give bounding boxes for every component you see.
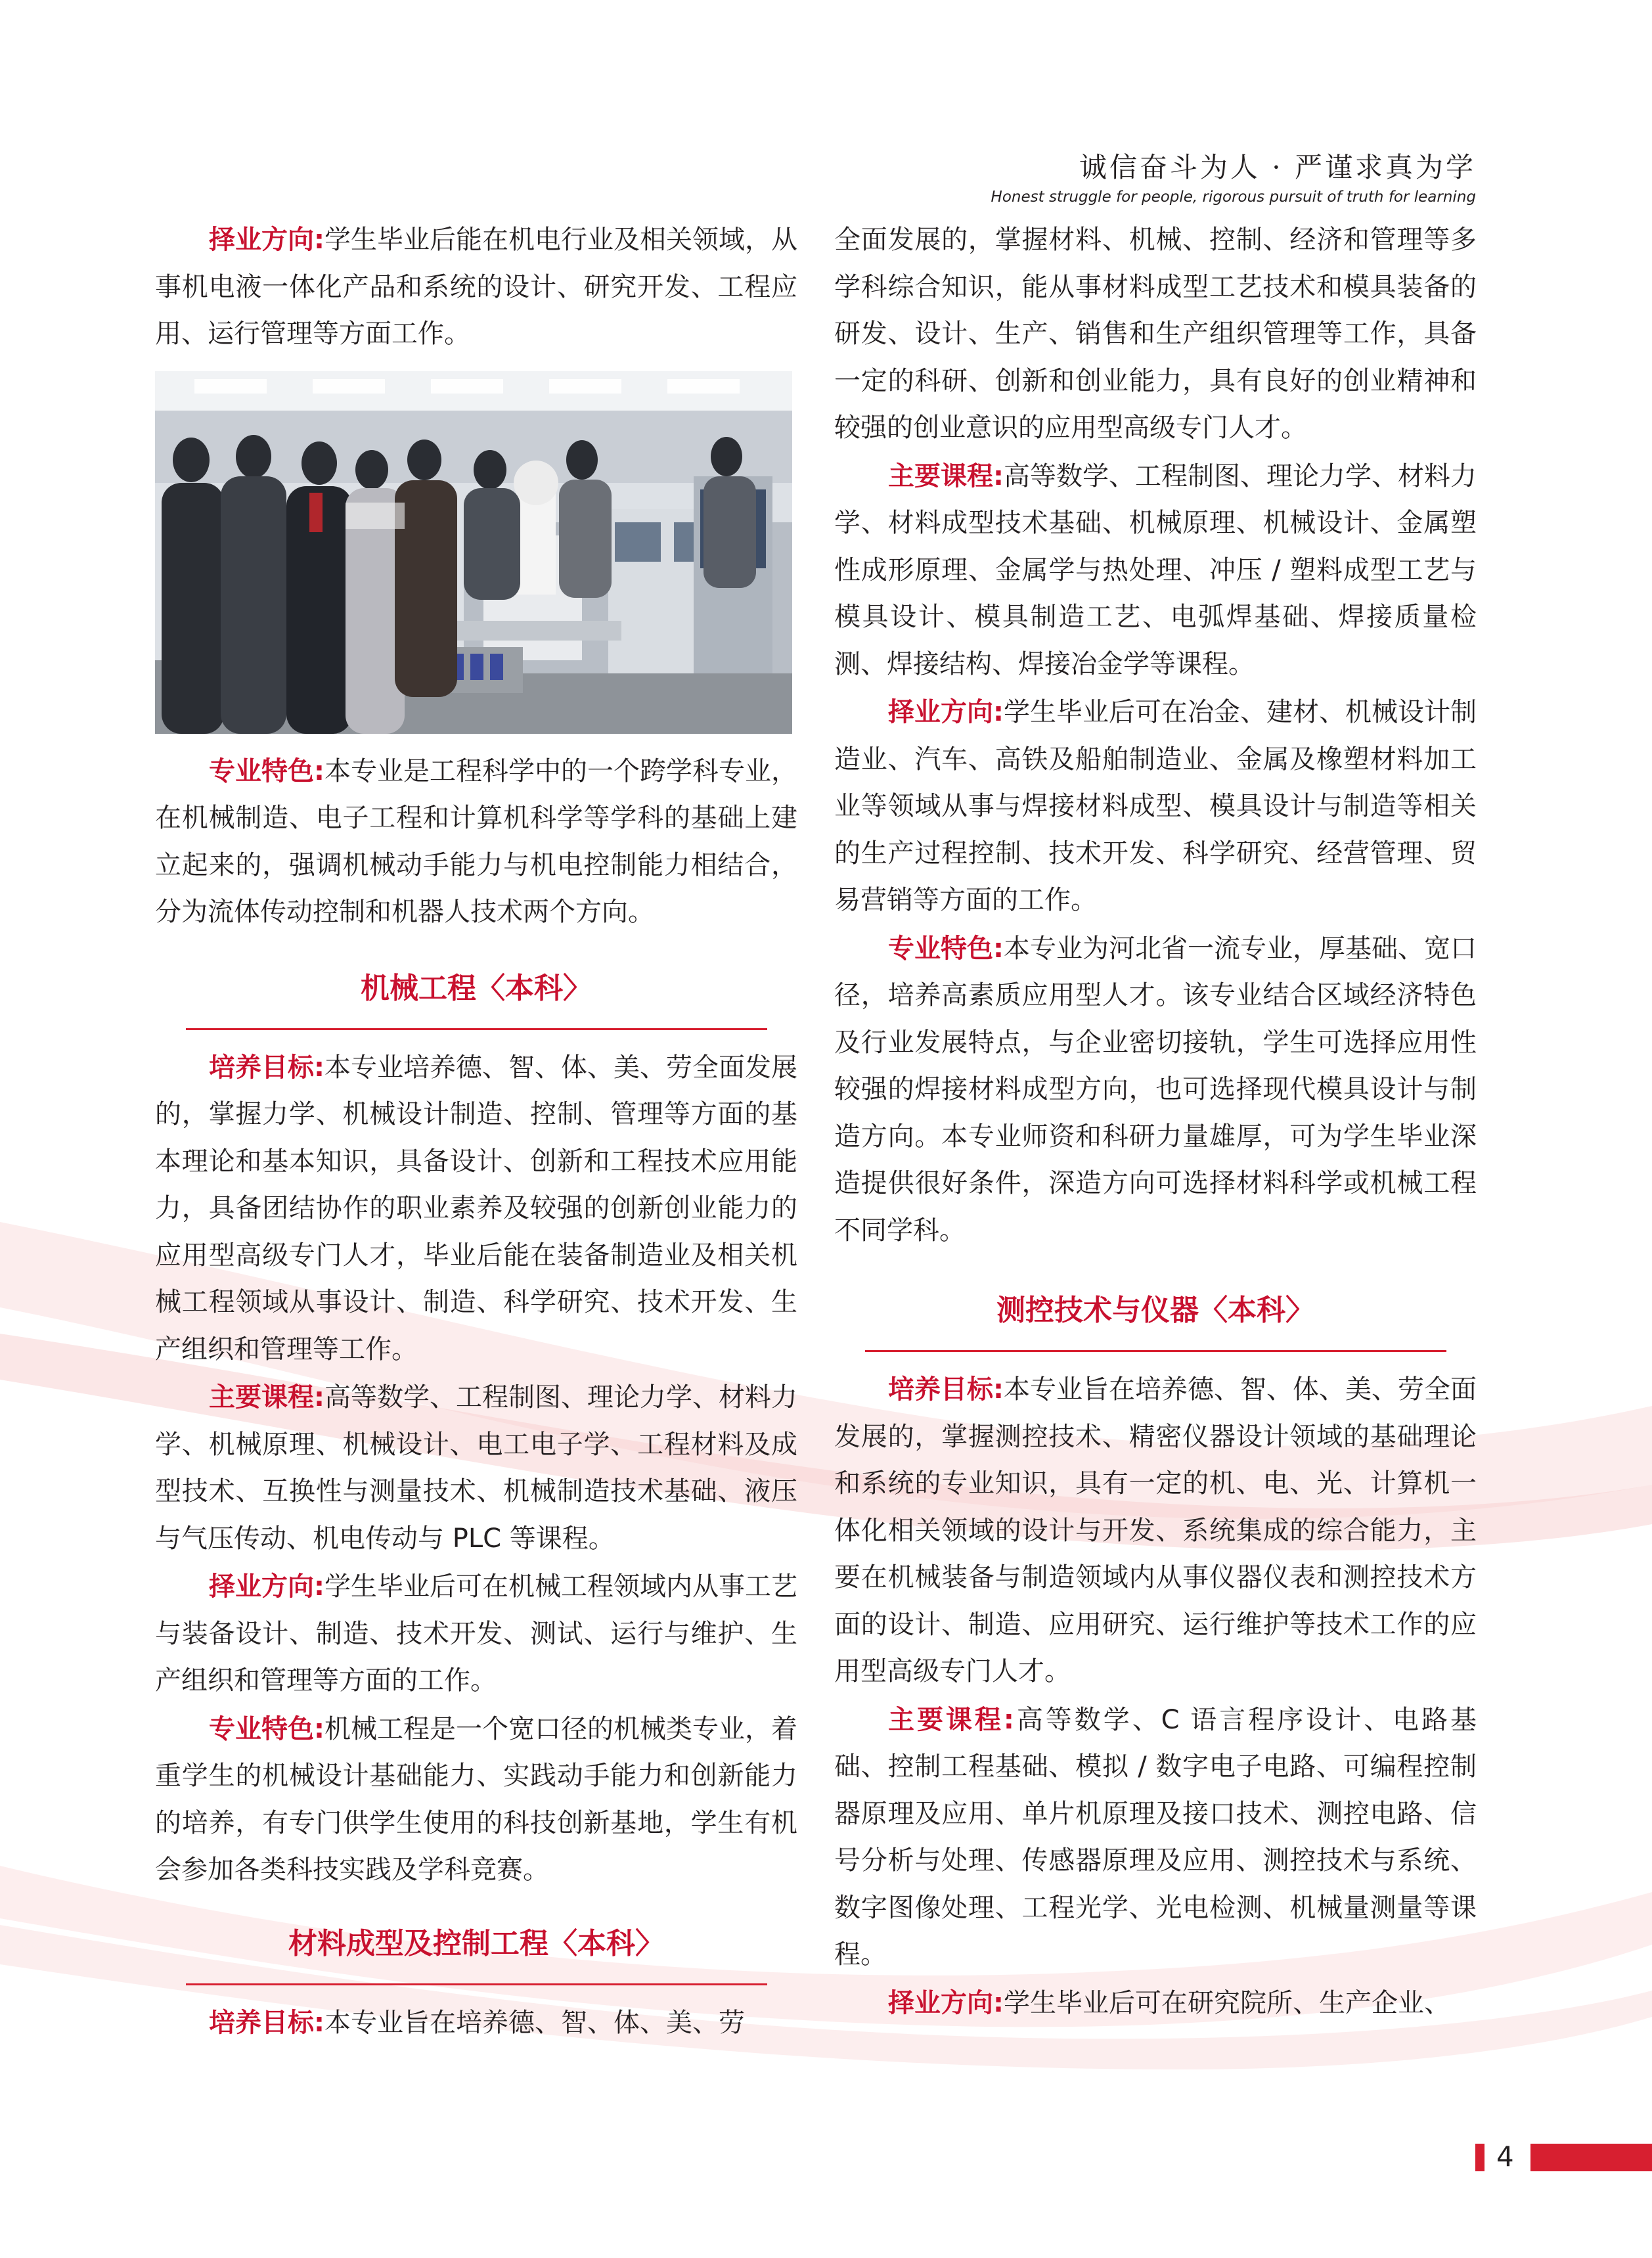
section-title-measurement-control: 测控技术与仪器〈本科〉 bbox=[996, 1294, 1314, 1327]
label-main-courses-4: 主要课程: bbox=[888, 1704, 1014, 1735]
text-career-direction: 学生毕业后能在机电行业及相关领域，从事机电液一体化产品和系统的设计、研究开发、工程应用、运行管理等方面工作。 bbox=[155, 225, 797, 349]
header-motto-english: Honest struggle for people, rigorous pursuit of truth for learning bbox=[991, 189, 1476, 206]
right-column bbox=[834, 217, 1477, 2028]
label-career-direction: 择业方向: bbox=[209, 225, 324, 255]
text-career-direction-4: 学生毕业后可在研究院所、生产企业、 bbox=[1004, 1987, 1450, 2018]
label-career-direction-4: 择业方向: bbox=[888, 1987, 1004, 2018]
label-training-goal-2: 培养目标: bbox=[209, 2007, 324, 2038]
paragraph-major-feature-3 bbox=[834, 926, 1477, 1255]
section-title-mechanical-engineering: 机械工程〈本科〉 bbox=[361, 971, 592, 1005]
paragraph-training-goal bbox=[155, 1045, 797, 1374]
page-number: 4 bbox=[1496, 2140, 1514, 2173]
paragraph-training-goal-2 bbox=[155, 2000, 797, 2047]
paragraph-career-direction-3 bbox=[834, 689, 1477, 924]
text-career-direction-3: 学生毕业后可在冶金、建材、机械设计制造业、汽车、高铁及船舶制造业、金属及橡塑材料加工业等领域从事与焊接材料成型、模具设计与制造等相关的生产过程控制、技术开发、科学研究、经营管理、贸易营销等方面的工作。 bbox=[834, 697, 1477, 915]
label-major-feature-2: 专业特色: bbox=[209, 1713, 324, 1744]
text-training-goal-2: 本专业旨在培养德、智、体、美、劳 bbox=[324, 2007, 745, 2038]
section-divider bbox=[186, 1028, 767, 1030]
label-career-direction-2: 择业方向: bbox=[209, 1571, 324, 1602]
text-training-goal: 本专业培养德、智、体、美、劳全面发展的，掌握力学、机械设计制造、控制、管理等方面的基本理论和基本知识，具备设计、创新和工程技术应用能力，具备团结协作的职业素养及较强的创新创业能力的应用型高级专门人才，毕业后能在装备制造业及相关机械工程领域从事设计、制造、科学研究、技术开发、生产组织和管理等工作。 bbox=[155, 1052, 797, 1365]
text-training-goal-3: 本专业旨在培养德、智、体、美、劳全面发展的，掌握测控技术、精密仪器设计领域的基础理论和系统的专业知识，具有一定的机、电、光、计算机一体化相关领域的设计与开发、系统集成的综合能力，主要在机械装备与制造领域内从事仪器仪表和测控技术方面的设计、制造、应用研究、运行维护等技术工作的应用型高级专门人才。 bbox=[834, 1374, 1477, 1686]
label-training-goal: 培养目标: bbox=[209, 1052, 324, 1083]
text-main-courses-3: 高等数学、工程制图、理论力学、材料力学、材料成型技术基础、机械原理、机械设计、金属塑性成形原理、金属学与热处理、冲压 / 塑料成型工艺与模具设计、模具制造工艺、电弧焊基础、焊接质量检测、焊接结构、焊接冶金学等课程。 bbox=[834, 461, 1477, 679]
lab-photo bbox=[155, 371, 792, 734]
label-training-goal-3: 培养目标: bbox=[888, 1374, 1004, 1405]
text-major-feature-2: 机械工程是一个宽口径的机械类专业，着重学生的机械设计基础能力、实践动手能力和创新能力的培养，有专门供学生使用的科技创新基地，学生有机会参加各类科技实践及学科竞赛。 bbox=[155, 1713, 797, 1885]
lab-photo-illustration bbox=[155, 371, 792, 734]
section-title-material-forming: 材料成型及控制工程〈本科〉 bbox=[288, 1926, 664, 1960]
paragraph-career-direction-4 bbox=[834, 1980, 1477, 2027]
text-major-feature: 本专业是工程科学中的一个跨学科专业，在机械制造、电子工程和计算机科学等学科的基础上建立起来的，强调机械动手能力与机电控制能力相结合，分为流体传动控制和机器人技术两个方向。 bbox=[155, 756, 797, 927]
section-divider-3 bbox=[865, 1350, 1446, 1352]
label-main-courses: 主要课程: bbox=[209, 1382, 324, 1412]
paragraph-goal-continued: 全面发展的，掌握材料、机械、控制、经济和管理等多学科综合知识，能从事材料成型工艺技术和模具装备的研发、设计、生产、销售和生产组织管理等工作，具备一定的科研、创新和创业能力，具有良好的创业精神和较强的创业意识的应用型高级专门人才。 bbox=[834, 225, 1477, 443]
label-main-courses-3: 主要课程: bbox=[888, 461, 1004, 491]
text-main-courses: 高等数学、工程制图、理论力学、材料力学、机械原理、机械设计、电工电子学、工程材料及成型技术、互换性与测量技术、机械制造技术基础、液压与气压传动、机电传动与 PLC 等课程。 bbox=[155, 1382, 797, 1554]
paragraph-main-courses bbox=[155, 1374, 797, 1562]
label-career-direction-3: 择业方向: bbox=[888, 697, 1004, 727]
paragraph-career-direction bbox=[155, 217, 797, 358]
text-main-courses-4: 高等数学、C 语言程序设计、电路基础、控制工程基础、模拟 / 数字电子电路、可编程控制器原理及应用、单片机原理及接口技术、测控电路、信号分析与处理、传感器原理及应用、测控技术与系统、数字图像处理、工程光学、光电检测、机械量测量等课程。 bbox=[834, 1704, 1477, 1970]
label-major-feature-3: 专业特色: bbox=[888, 933, 1004, 964]
section-divider-2 bbox=[186, 1983, 767, 1985]
page-number-marker bbox=[1475, 2144, 1485, 2171]
paragraph-main-courses-4 bbox=[834, 1697, 1477, 1979]
header-motto: 诚信奋斗为人 · 严谨求真为学 bbox=[1079, 151, 1476, 183]
paragraph-training-goal-3 bbox=[834, 1366, 1477, 1696]
paragraph-main-courses-3 bbox=[834, 453, 1477, 689]
paragraph-major-feature bbox=[155, 748, 797, 936]
label-major-feature: 专业特色: bbox=[209, 756, 324, 786]
header bbox=[991, 150, 1476, 208]
paragraph-major-feature-2 bbox=[155, 1706, 797, 1894]
left-column bbox=[155, 217, 797, 2048]
paragraph-career-direction-2 bbox=[155, 1564, 797, 1705]
text-major-feature-3: 本专业为河北省一流专业，厚基础、宽口径，培养高素质应用型人才。该专业结合区域经济特色及行业发展特点，与企业密切接轨，学生可选择应用性较强的焊接材料成型方向，也可选择现代模具设计与制造方向。本专业师资和科研力量雄厚，可为学生毕业深造提供很好条件，深造方向可选择材料科学或机械工程不同学科。 bbox=[834, 933, 1477, 1246]
text-career-direction-2: 学生毕业后可在机械工程领域内从事工艺与装备设计、制造、技术开发、测试、运行与维护、生产组织和管理等方面的工作。 bbox=[155, 1571, 797, 1696]
footer-bar bbox=[1530, 2144, 1652, 2171]
